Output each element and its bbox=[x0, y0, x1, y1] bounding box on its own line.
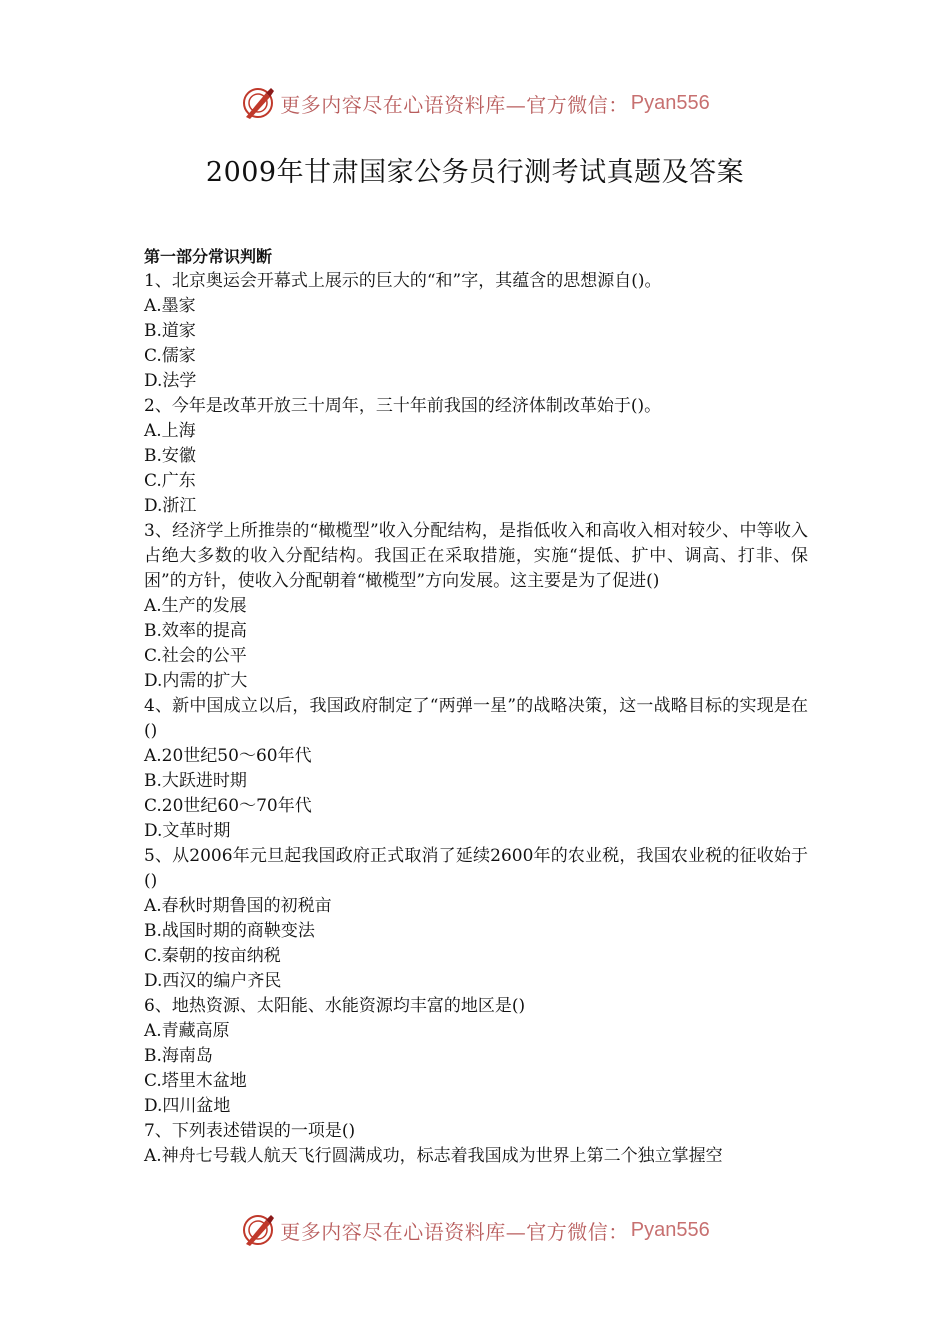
document-body bbox=[144, 244, 808, 1169]
option: D.四川盆地 bbox=[144, 1096, 231, 1116]
option: D.西汉的编户齐民 bbox=[144, 971, 282, 991]
option: D.浙江 bbox=[144, 496, 197, 516]
question-2: 2、今年是改革开放三十周年，三十年前我国的经济体制改革始于()。 bbox=[144, 396, 662, 416]
option: C.20世纪60～70年代 bbox=[144, 796, 312, 816]
option: A.神舟七号载人航天飞行圆满成功，标志着我国成为世界上第二个独立掌握空 bbox=[144, 1146, 723, 1166]
option: D.法学 bbox=[144, 371, 197, 391]
option: A.20世纪50～60年代 bbox=[144, 746, 312, 766]
option: C.秦朝的按亩纳税 bbox=[144, 946, 281, 966]
option: C.塔里木盆地 bbox=[144, 1071, 247, 1091]
footer-banner bbox=[0, 1210, 950, 1250]
option: B.效率的提高 bbox=[144, 621, 247, 641]
question-3: 3、经济学上所推崇的“橄榄型”收入分配结构，是指低收入和高收入相对较少、中等收入占绝大多数的收入分配结构。我国正在采取措施，实施“提低、扩中、调高、打非、保困”的方针，使收入分配朝着“橄榄型”方向发展。这主要是为了促进() bbox=[144, 521, 808, 591]
question-6: 6、地热资源、太阳能、水能资源均丰富的地区是() bbox=[144, 996, 526, 1016]
option: A.春秋时期鲁国的初税亩 bbox=[144, 896, 332, 916]
option: C.儒家 bbox=[144, 346, 196, 366]
question-1: 1、北京奥运会开幕式上展示的巨大的“和”字，其蕴含的思想源自()。 bbox=[144, 271, 662, 291]
pen-logo-icon bbox=[240, 1212, 276, 1248]
banner-wechat-handle: Pyan556 bbox=[630, 1218, 710, 1241]
banner-text: 更多内容尽在心语资料库—官方微信： bbox=[280, 92, 629, 117]
pen-logo-icon bbox=[240, 85, 276, 121]
option: B.战国时期的商鞅变法 bbox=[144, 921, 315, 941]
question-7: 7、下列表述错误的一项是() bbox=[144, 1121, 356, 1141]
option: C.社会的公平 bbox=[144, 646, 247, 666]
option: C.广东 bbox=[144, 471, 196, 491]
option: A.墨家 bbox=[144, 296, 196, 316]
option: B.道家 bbox=[144, 321, 196, 341]
question-5: 5、从2006年元旦起我国政府正式取消了延续2600年的农业税，我国农业税的征收始于() bbox=[144, 846, 808, 891]
banner-text: 更多内容尽在心语资料库—官方微信： bbox=[280, 1219, 629, 1244]
question-4: 4、新中国成立以后，我国政府制定了“两弹一星”的战略决策，这一战略目标的实现是在() bbox=[144, 696, 808, 741]
option: D.内需的扩大 bbox=[144, 671, 248, 691]
option: B.安徽 bbox=[144, 446, 196, 466]
header-banner bbox=[0, 83, 950, 123]
option: D.文革时期 bbox=[144, 821, 231, 841]
option: A.上海 bbox=[144, 421, 196, 441]
option: B.大跃进时期 bbox=[144, 771, 247, 791]
option: A.青藏高原 bbox=[144, 1021, 230, 1041]
page-title: 2009年甘肃国家公务员行测考试真题及答案 bbox=[205, 157, 745, 188]
banner-wechat-handle: Pyan556 bbox=[630, 91, 710, 114]
option: B.海南岛 bbox=[144, 1046, 213, 1066]
section-heading: 第一部分常识判断 bbox=[144, 247, 273, 266]
option: A.生产的发展 bbox=[144, 596, 247, 616]
